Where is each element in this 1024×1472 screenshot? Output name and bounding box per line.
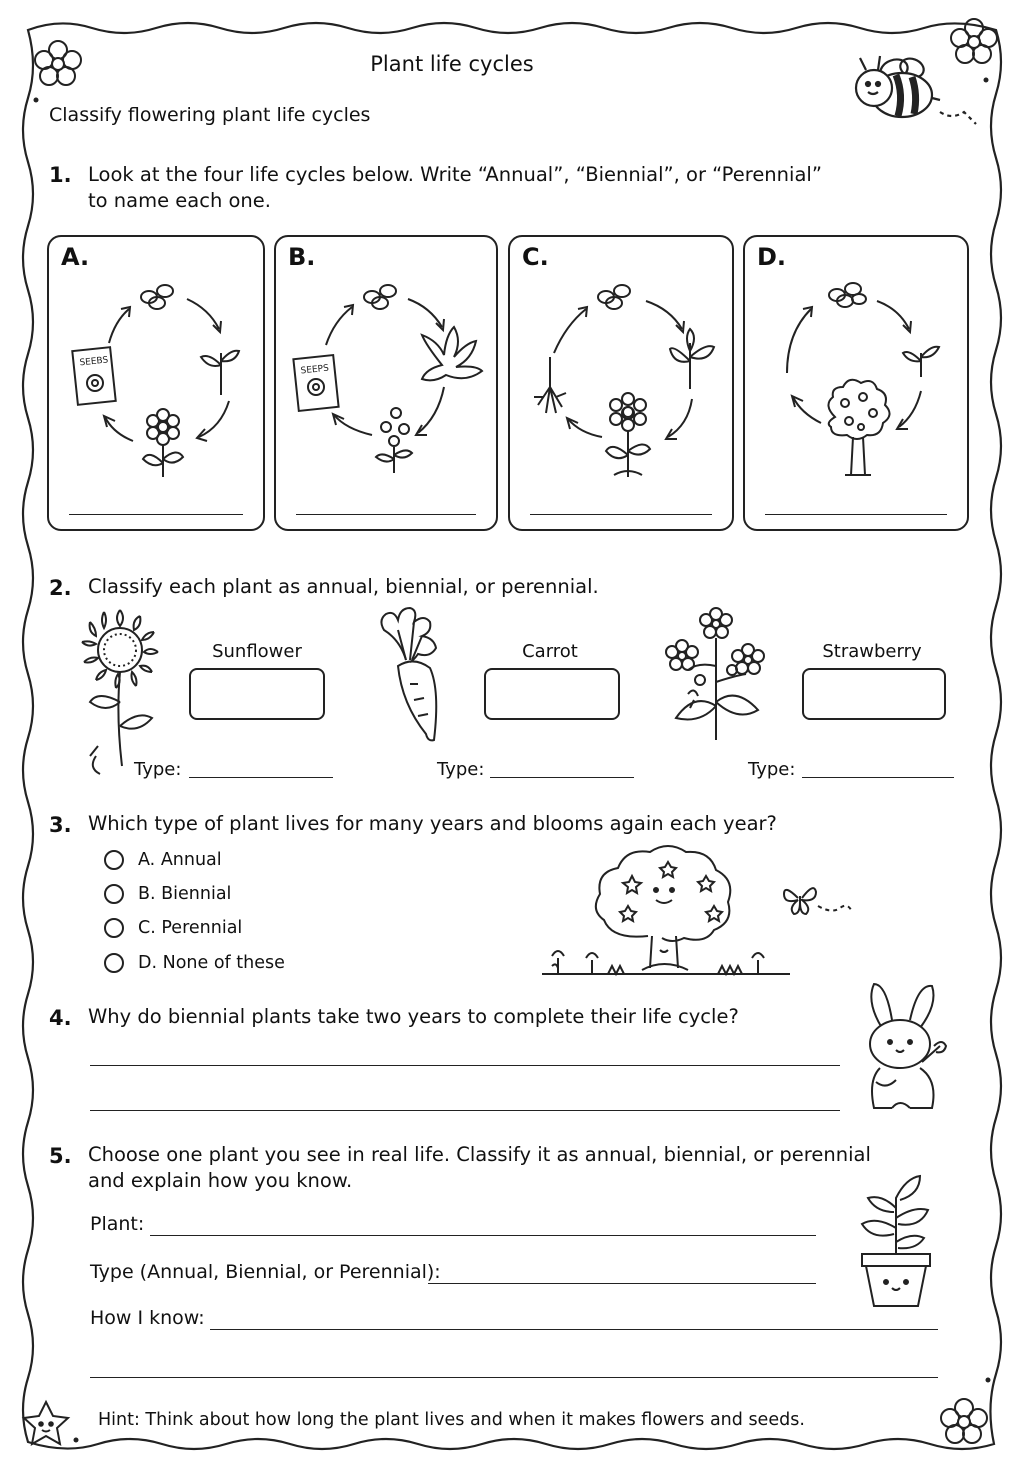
life-cycle-card-a [47, 235, 265, 531]
type-label: Type: [748, 759, 796, 780]
annual-cycle-diagram [49, 237, 263, 529]
perennial-cycle-diagram [510, 237, 732, 529]
question-3-number: 3. [49, 813, 72, 837]
card-letter: C. [522, 243, 549, 271]
question-5-text-line2: and explain how you know. [88, 1169, 353, 1192]
star-icon [18, 1398, 74, 1450]
biennial-cycle-diagram [276, 237, 496, 529]
question-2-number: 2. [49, 576, 72, 600]
hint-text: Hint: Think about how long the plant lives and when it makes flowers and seeds. [98, 1410, 805, 1430]
option-letter: A. [138, 850, 156, 870]
plant-name-strawberry: Strawberry [822, 641, 922, 662]
plant-name-sunflower: Sunflower [212, 641, 302, 662]
option-b[interactable] [104, 884, 231, 904]
question-5-number: 5. [49, 1144, 72, 1168]
card-answer-line[interactable] [530, 514, 712, 515]
question-2-text: Classify each plant as annual, biennial, or perennial. [88, 575, 599, 598]
answer-line-1[interactable] [90, 1065, 840, 1066]
option-c[interactable] [104, 918, 242, 938]
carrot-type-line[interactable] [490, 777, 634, 778]
seed-packet-label: SEEBS [79, 355, 109, 369]
radio-button[interactable] [104, 884, 124, 904]
question-1-text-line2: to name each one. [88, 189, 271, 212]
question-1-number: 1. [49, 163, 72, 187]
how-field-line-2[interactable] [90, 1377, 938, 1378]
strawberry-plant-icon [658, 606, 774, 742]
question-4-number: 4. [49, 1006, 72, 1030]
option-label: Perennial [161, 918, 243, 938]
tree-icon [538, 840, 798, 980]
sunflower-answer-box[interactable] [189, 668, 325, 720]
plant-field-label: Plant: [90, 1213, 145, 1235]
plant-name-carrot: Carrot [522, 641, 578, 662]
answer-line-2[interactable] [90, 1110, 840, 1111]
potted-plant-icon [854, 1168, 940, 1310]
type-label: Type: [437, 759, 485, 780]
card-letter: A. [61, 243, 90, 271]
carrot-answer-box[interactable] [484, 668, 620, 720]
carrot-icon [370, 600, 450, 744]
card-answer-line[interactable] [296, 514, 476, 515]
strawberry-answer-box[interactable] [802, 668, 946, 720]
life-cycle-card-d [743, 235, 969, 531]
how-field-label: How I know: [90, 1307, 205, 1329]
card-letter: D. [757, 243, 787, 271]
sunflower-icon [76, 606, 168, 778]
life-cycle-card-c [508, 235, 734, 531]
question-3-text: Which type of plant lives for many years and blooms again each year? [88, 812, 777, 835]
butterfly-icon [778, 878, 858, 922]
type-field-label: Type (Annual, Biennial, or Perennial): [90, 1261, 441, 1283]
seed-packet-label: SEEPS [300, 363, 330, 377]
option-letter: C. [138, 918, 156, 938]
option-label: None of these [162, 953, 285, 973]
page-title: Plant life cycles [370, 52, 534, 76]
type-label: Type: [134, 759, 182, 780]
question-4-text: Why do biennial plants take two years to complete their life cycle? [88, 1005, 739, 1028]
card-answer-line[interactable] [69, 514, 243, 515]
bunny-icon [852, 980, 952, 1114]
sunflower-type-line[interactable] [189, 777, 333, 778]
option-letter: B. [138, 884, 156, 904]
type-field-line[interactable] [428, 1283, 816, 1284]
how-field-line-1[interactable] [210, 1329, 938, 1330]
card-letter: B. [288, 243, 316, 271]
card-answer-line[interactable] [765, 514, 947, 515]
flower-icon [938, 1396, 990, 1446]
option-label: Biennial [161, 884, 232, 904]
radio-button[interactable] [104, 918, 124, 938]
option-a[interactable] [104, 850, 222, 870]
strawberry-type-line[interactable] [802, 777, 954, 778]
life-cycle-card-b [274, 235, 498, 531]
radio-button[interactable] [104, 850, 124, 870]
page-subtitle: Classify flowering plant life cycles [49, 104, 371, 126]
radio-button[interactable] [104, 953, 124, 973]
option-letter: D. [138, 953, 158, 973]
question-1-text-line1: Look at the four life cycles below. Write “Annual”, “Biennial”, or “Perennial” [88, 163, 822, 186]
plant-field-line[interactable] [150, 1235, 816, 1236]
question-5-text-line1: Choose one plant you see in real life. Classify it as annual, biennial, or perennial [88, 1143, 871, 1166]
option-label: Annual [160, 850, 222, 870]
option-d[interactable] [104, 953, 285, 973]
tree-cycle-diagram [745, 237, 967, 529]
